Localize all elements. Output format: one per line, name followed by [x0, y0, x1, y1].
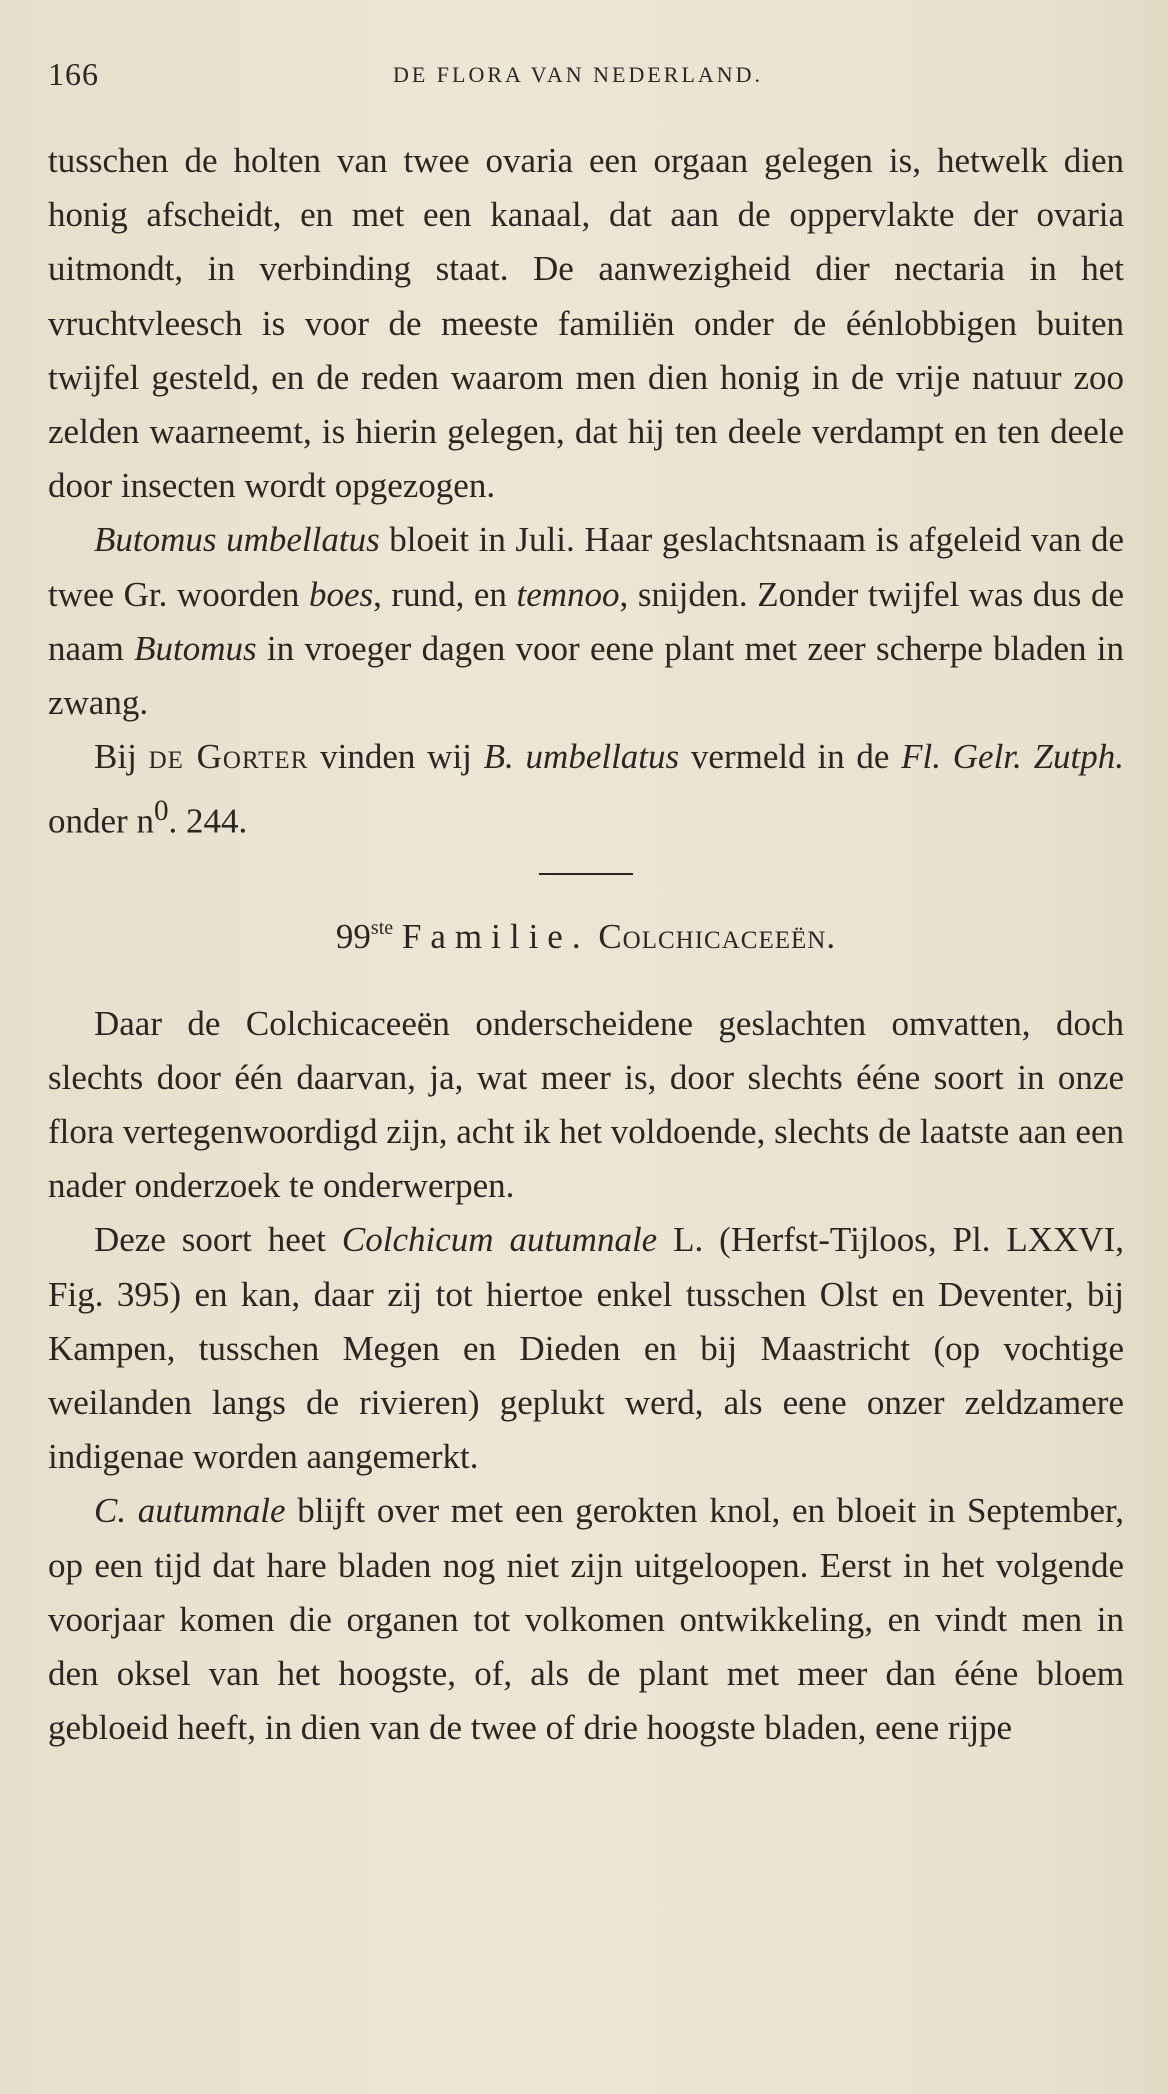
species-name: Butomus umbellatus [94, 520, 380, 560]
family-number-suffix: ste [370, 917, 394, 940]
greek-word: temnoo [516, 574, 620, 614]
page-number: 166 [48, 56, 99, 92]
degree-mark: 0 [153, 795, 169, 828]
species-abbreviation: B. umbellatus [483, 737, 680, 777]
family-name: Colchicaceeën. [598, 917, 837, 957]
paragraph-de-gorter: Bij de Gorter vinden wij B. umbellatus vermeld in de Fl. Gelr. Zutph. onder $n^0$. 244. [48, 737, 1125, 842]
species-name: Colchicum autumnale [341, 1220, 658, 1260]
work-citation: Fl. Gelr. Zutph. [901, 737, 1125, 777]
page-header [48, 56, 1108, 96]
section-divider [539, 873, 633, 875]
paragraph-butomus: Butomus umbellatus bloeit in Juli. Haar geslachtsnaam is afgeleid van de twee Gr. woorden boes, rund, en temnoo, snijden. Zonder twijfel was dus de naam Butomus in vroeger dagen voor eene plant met zeer scherpe bladen in zwang. [48, 520, 1125, 723]
running-title: DE FLORA VAN NEDERLAND. [392, 62, 764, 87]
body-text [48, 134, 1124, 1755]
genus-name: Butomus [134, 628, 257, 668]
paragraph-nectaria: tusschen de holten van twee ovaria een orgaan gelegen is, hetwelk dien honig afscheidt, en met een kanaal, dat aan de oppervlakte der ovaria uitmondt, in verbinding staat. De aanwezigheid dier nectaria in het vruchtvleesch is voor de meeste familiën onder de éénlobbigen buiten twijfel gesteld, en de reden waarom men dien honig in de vrije natuur zoo zelden waarneemt, is hierin gelegen, dat hij ten deele verdampt en ten deele door insecten wordt opgezogen. [48, 141, 1124, 506]
paragraph-colchicum: Deze soort heet Colchicum autumnale L. (Herfst-Tijloos, Pl. LXXVI, Fig. 395) en kan, daar zij tot hiertoe enkel tusschen Olst en Deventer, bij Kampen, tusschen Megen en Dieden en bij Maastricht (op vochtige weilanden langs de rivieren) geplukt werd, als eene onzer zeldzamere indigenae worden aangemerkt. [48, 1220, 1124, 1477]
greek-word: boes [308, 574, 374, 614]
family-heading [48, 901, 1124, 964]
species-name: C. autumnale [94, 1491, 286, 1531]
paragraph-colchicaceae: Daar de Colchicaceeën onderscheidene geslachten omvatten, doch slechts door één daarvan, ja, wat meer is, door slechts ééne soort in onze flora vertegenwoordigd zijn, acht ik het voldoende, slechts de laatste aan een nader onderzoek te onderwerpen. [48, 1003, 1124, 1206]
family-number: 99 [335, 917, 371, 957]
paragraph-c-autumnale: C. autumnale blijft over met een gerokten knol, en bloeit in September, op een tijd dat hare bladen nog niet zijn uitgeloopen. Eerst in het volgende voorjaar komen die organen tot volkomen ontwikkeling, en vindt men in den oksel van het hoogste, of, als de plant met meer dan ééne bloem gebloeid heeft, in dien van de twee of drie hoogste bladen, eene rijpe [48, 1491, 1124, 1748]
family-label: Familie. [401, 917, 590, 957]
author-name: de Gorter [148, 737, 309, 777]
